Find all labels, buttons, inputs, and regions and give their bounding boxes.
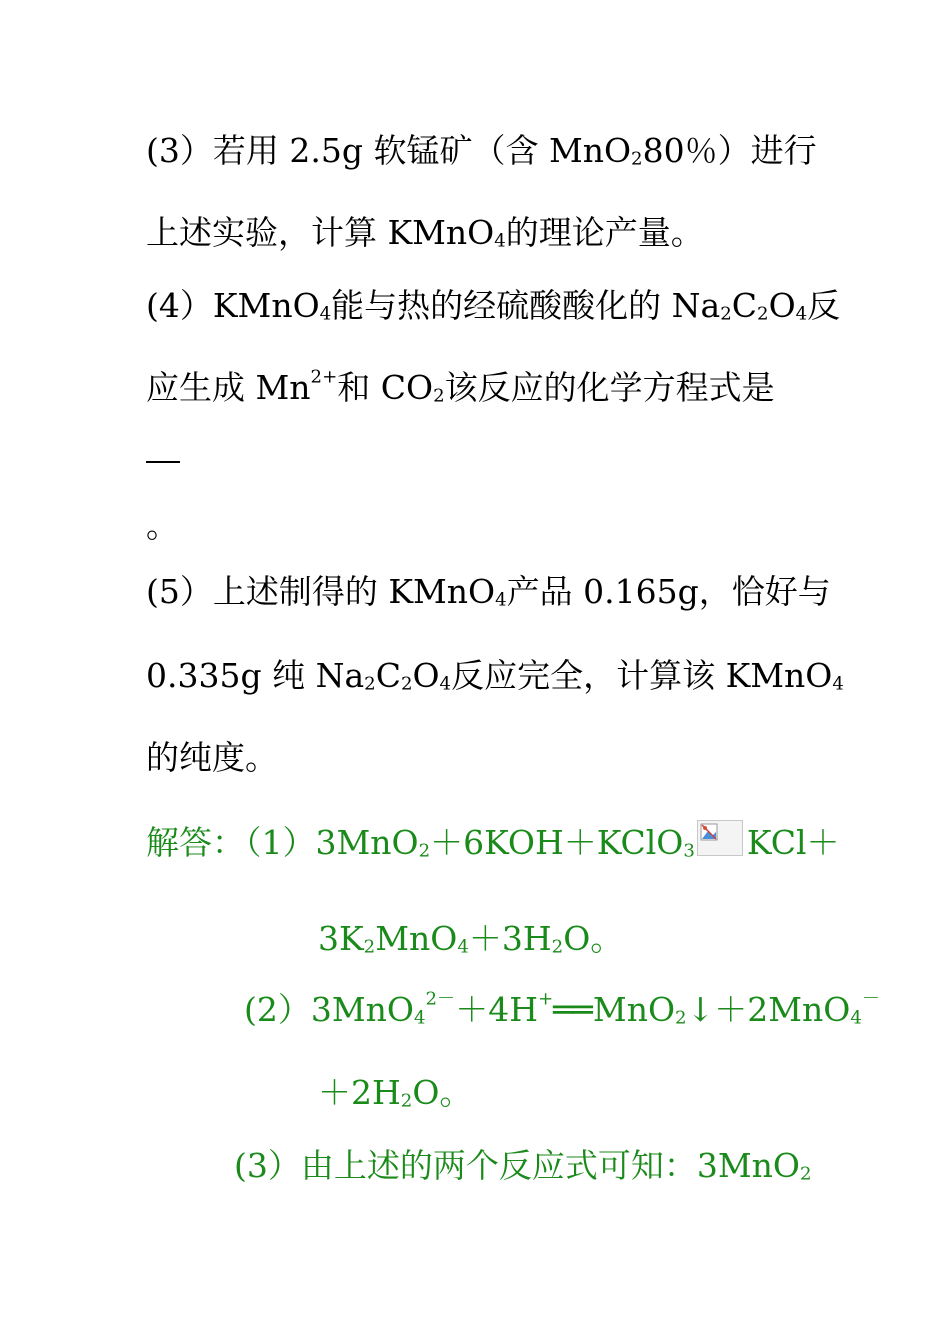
answer-1-line-1: 解答：（1）3MnO$_2$＋6KOH＋KClO$_3$ KCl＋ bbox=[146, 820, 816, 863]
answer-blank bbox=[146, 432, 816, 472]
q3-line-2: 上述实验，计算 KMnO$_4$的理论产量。 bbox=[146, 213, 704, 252]
q5-line-3: 的纯度。 bbox=[146, 738, 278, 777]
q5-line-2: 0.335g 纯 $Na_2C_2O_4$反应完全，计算该 KMnO$_4$ bbox=[146, 656, 844, 695]
q4-line-1: (4）KMnO$_4$能与热的经硫酸酸化的 $Na_2C_2O_4$反 bbox=[146, 286, 841, 325]
answer-3-line-1: (3）由上述的两个反应式可知：3MnO$_2$ bbox=[234, 1146, 812, 1185]
answer-2-line-2: $+2H_2O$。 bbox=[318, 1073, 473, 1112]
q4-line-end: 。 bbox=[146, 506, 179, 545]
q3-line-1: (3）若用 2.5g 软锰矿（含 MnO$_2$80％）进行 bbox=[146, 131, 817, 170]
answer-2-line-1: (2）3MnO$_4^{2-}$＋4H+══MnO$_2$↓＋2MnO$_4$－ bbox=[244, 988, 881, 1029]
answer-1-line-2: $3K_2MnO_4+3H_2O$。 bbox=[318, 919, 624, 958]
broken-image-icon bbox=[697, 820, 743, 856]
answer-blank-underline bbox=[146, 435, 180, 463]
q5-line-1: (5）上述制得的 KMnO$_4$产品 0.165g，恰好与 bbox=[146, 572, 831, 611]
q4-line-2: 应生成 $Mn^{2+}$和 $CO_2$该反应的化学方程式是 bbox=[146, 366, 775, 407]
